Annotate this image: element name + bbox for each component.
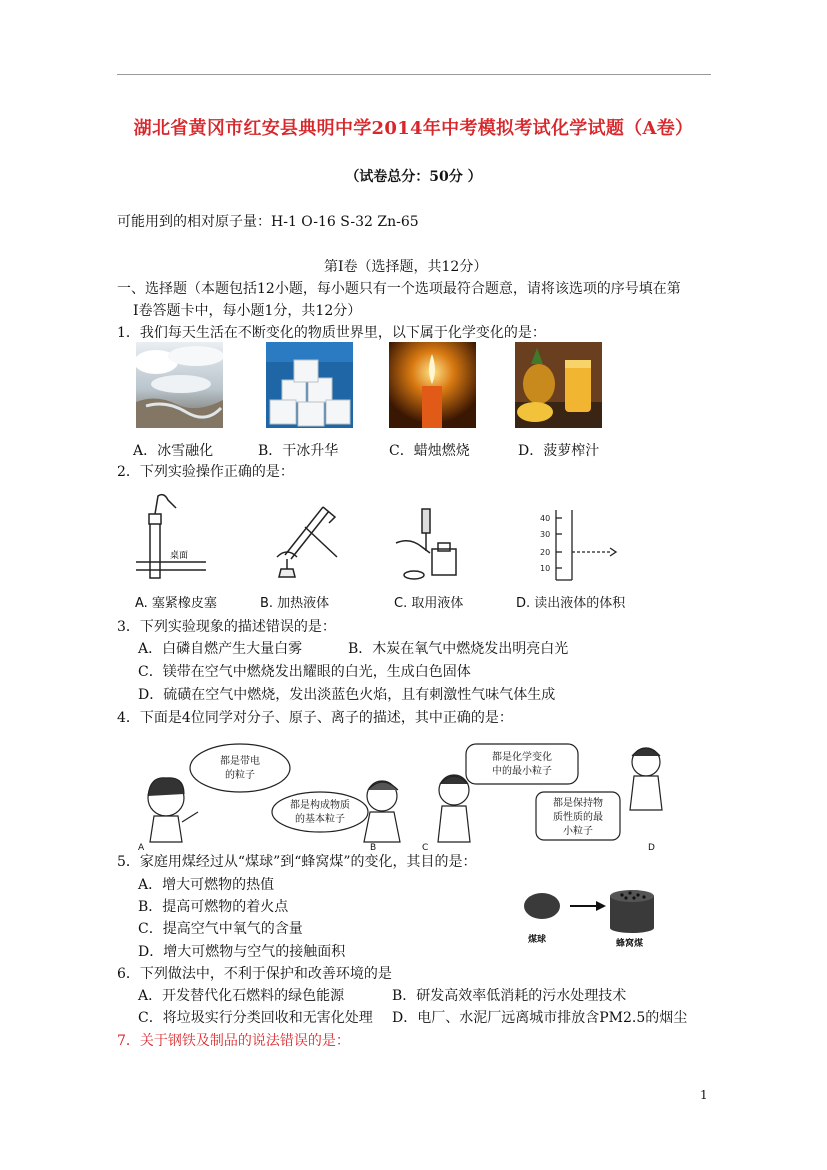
q6-option-b: B．研发高效率低消耗的污水处理技术 <box>392 988 627 1004</box>
atomic-masses: 可能用到的相对原子量：H-1 O-16 S-32 Zn-65 <box>117 214 419 230</box>
instructions-line1: 一、选择题（本题包括12小题，每小题只有一个选项最符合题意，请将该选项的序号填在第 <box>117 281 681 297</box>
section-heading: 第Ⅰ卷（选择题，共12分） <box>324 259 488 275</box>
q2-option-d: D. 读出液体的体积 <box>516 596 626 611</box>
figure-graduated-cylinder <box>532 506 622 586</box>
figure-insert-stopper <box>136 492 216 582</box>
q6-stem: 6．下列做法中，不利于保护和改善环境的是 <box>117 966 392 982</box>
instructions-line2: Ⅰ卷答题卡中，每小题1分，共12分） <box>133 303 362 319</box>
figure-heat-liquid <box>265 497 345 585</box>
q5-stem: 5．家庭用煤经过从“煤球”到“蜂窝煤”的变化，其目的是： <box>117 854 477 870</box>
q5-option-d: D．增大可燃物与空气的接触面积 <box>138 944 346 960</box>
q3-option-a: A．白磷自燃产生大量白雾 <box>138 641 303 657</box>
q1-option-d: D．菠萝榨汁 <box>518 443 600 459</box>
q3-stem: 3．下列实验现象的描述错误的是： <box>117 619 336 635</box>
student-letter-d: D <box>648 843 655 853</box>
bubble-b-line2: 的基本粒子 <box>295 814 345 825</box>
photo-pineapple-juice <box>515 342 602 428</box>
label-coal-ball: 煤球 <box>528 935 547 945</box>
q2-option-c: C. 取用液体 <box>394 596 464 611</box>
cyl-tick: 40 <box>540 514 551 523</box>
label-honeycomb-coal: 蜂窝煤 <box>616 939 644 948</box>
q4-stem: 4．下面是4位同学对分子、原子、离子的描述，其中正确的是： <box>117 710 513 726</box>
student-letter-b: B <box>370 843 377 853</box>
q5-option-b: B．提高可燃物的着火点 <box>138 899 289 915</box>
student-letter-a: A <box>138 843 145 853</box>
q6-option-c: C．将垃圾实行分类回收和无害化处理 <box>138 1010 373 1026</box>
q2-option-a: A. 塞紧橡皮塞 <box>135 596 217 611</box>
figure-take-liquid <box>392 503 467 585</box>
cyl-tick: 20 <box>540 548 551 557</box>
q3-option-c: C．镁带在空气中燃烧发出耀眼的白光，生成白色固体 <box>138 664 471 680</box>
honeycomb-coal-icon <box>610 890 654 933</box>
cyl-tick: 30 <box>540 530 551 539</box>
q1-option-a: A．冰雪融化 <box>133 443 214 459</box>
bubble-d-line2: 质性质的最 <box>553 812 603 823</box>
q2-option-b: B. 加热液体 <box>260 596 330 611</box>
q7-stem: 7．关于钢铁及制品的说法错误的是： <box>117 1033 350 1049</box>
q6-option-d: D．电厂、水泥厂远离城市排放含PM2.5的烟尘 <box>392 1010 688 1026</box>
q3-option-d: D．硫磺在空气中燃烧，发出淡蓝色火焰，且有刺激性气味气体生成 <box>138 687 556 703</box>
bubble-c-line2: 中的最小粒子 <box>492 766 552 777</box>
q1-option-c: C．蜡烛燃烧 <box>389 443 470 459</box>
figure-coal-comparison <box>520 888 660 948</box>
exam-title: 湖北省黄冈市红安县典明中学2014年中考模拟考试化学试题（A卷） <box>133 118 694 139</box>
photo-candle <box>389 342 476 428</box>
bubble-d-line3: 小粒子 <box>563 826 593 837</box>
q5-option-a: A．增大可燃物的热值 <box>138 877 275 893</box>
q3-option-b: B．木炭在氧气中燃烧发出明亮白光 <box>348 641 569 657</box>
bubble-d-line1: 都是保持物 <box>553 798 603 809</box>
q6-option-a: A．开发替代化石燃料的绿色能源 <box>138 988 345 1004</box>
bubble-b-line1: 都是构成物质 <box>290 800 350 811</box>
photo-ice-melting <box>136 342 223 428</box>
photo-dry-ice <box>266 342 353 428</box>
total-score: （试卷总分：50分 ） <box>345 169 482 185</box>
q2-stem: 2．下列实验操作正确的是： <box>117 464 294 480</box>
cyl-tick: 10 <box>540 564 551 573</box>
fig-label-desk: 桌面 <box>170 551 189 561</box>
page-number: 1 <box>700 1088 708 1102</box>
coal-ball-icon <box>524 893 560 919</box>
header-rule <box>117 74 711 75</box>
q1-option-b: B．干冰升华 <box>258 443 339 459</box>
bubble-a-line2: 的粒子 <box>225 770 255 781</box>
q5-option-c: C．提高空气中氧气的含量 <box>138 921 303 937</box>
q1-stem: 1．我们每天生活在不断变化的物质世界里，以下属于化学变化的是： <box>117 325 546 341</box>
figure-students-descriptions <box>136 738 676 853</box>
student-letter-c: C <box>422 843 429 853</box>
bubble-a-line1: 都是带电 <box>220 756 260 767</box>
bubble-c-line1: 都是化学变化 <box>492 752 552 763</box>
